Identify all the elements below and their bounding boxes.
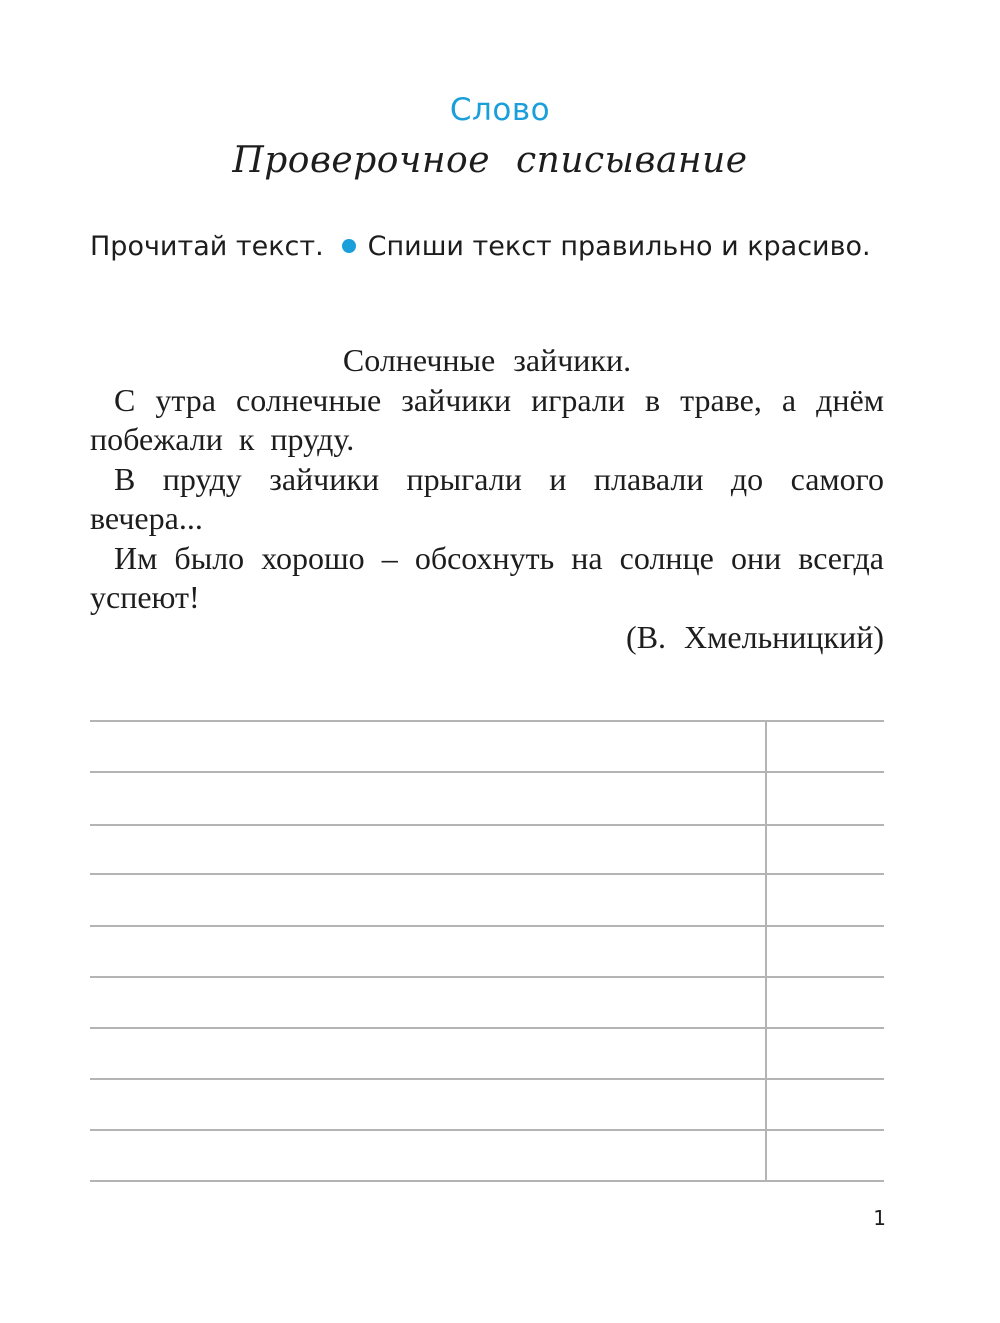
reading-text — [90, 341, 884, 657]
text-author: (В. Хмельницкий) — [626, 618, 884, 655]
text-paragraph-1: С утра солнечные зайчики играли в траве, а днём побежали к пруду. — [90, 381, 884, 457]
text-paragraph-3: Им было хорошо – обсохнуть на солнце они всегда успеют! — [90, 539, 884, 615]
task-part-read: Прочитай текст. — [90, 231, 324, 262]
page-number: 1 — [873, 1206, 886, 1230]
section-title: Слово — [449, 92, 551, 128]
text-paragraph-2: В пруду зайчики прыгали и плавали до самого вечера... — [90, 460, 884, 536]
task-part-copy: Спиши текст правильно и красиво. — [367, 231, 871, 262]
margin-line — [765, 720, 767, 1182]
task-instruction — [90, 226, 884, 268]
page-subtitle: Проверочное списывание — [232, 140, 748, 181]
writing-area[interactable] — [90, 720, 884, 1182]
bullet-dot-icon — [342, 239, 356, 253]
text-title: Солнечные зайчики. — [342, 342, 632, 378]
